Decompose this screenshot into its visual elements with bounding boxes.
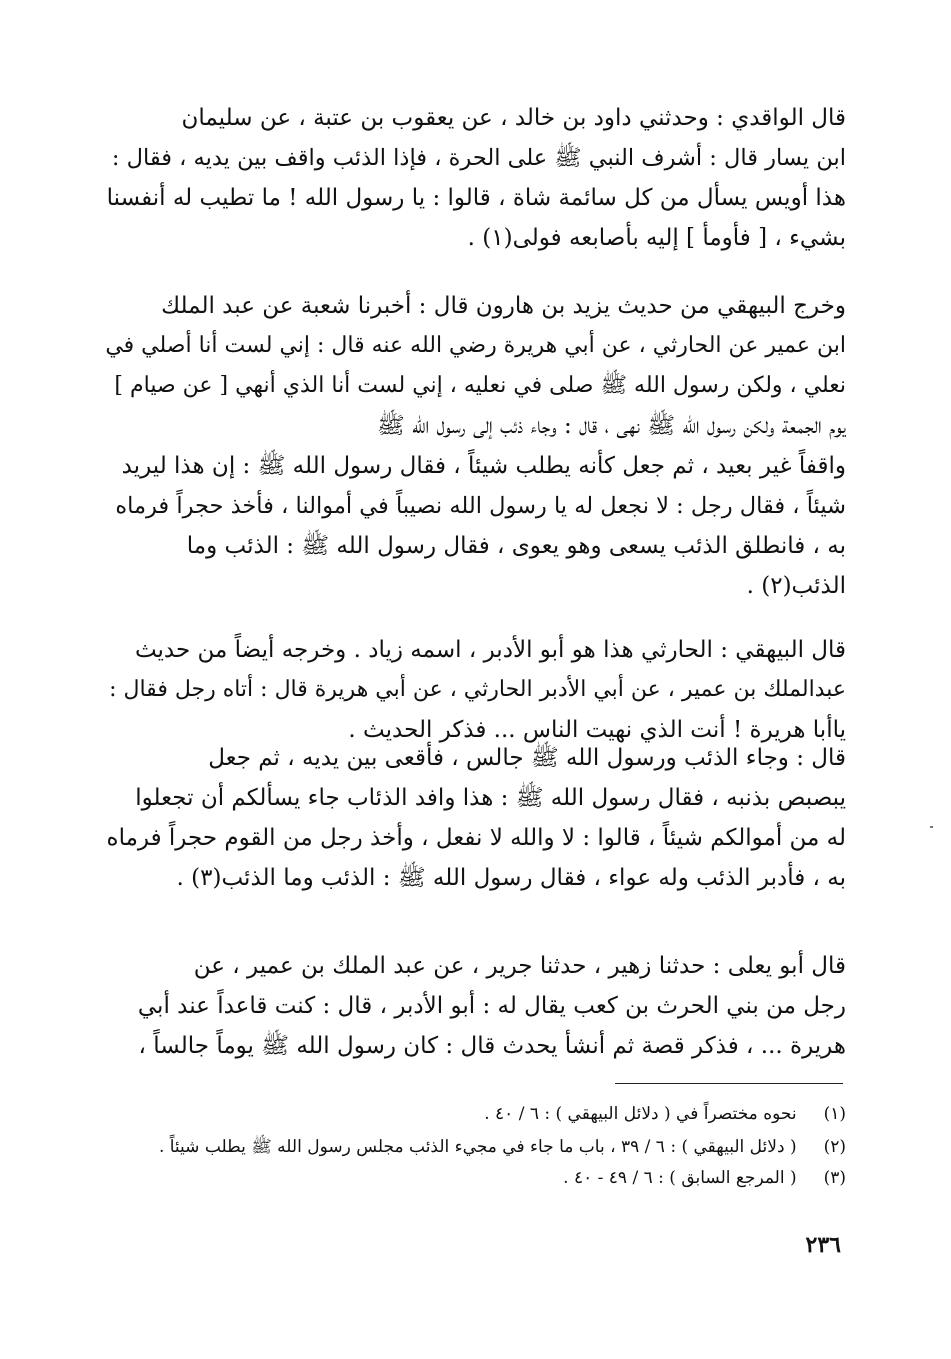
text-line: يوم الجمعة ولكن رسول الله ﷺ نهى ، قال : وجاء ذئب إلى رسول الله ﷺ (376, 413, 846, 439)
paragraph-1 (104, 98, 846, 258)
text-line: عبدالملك بن عمير ، عن أبي الأدبر الحارثي ، عن أبي هريرة قال : أتاه رجل فقال : (109, 677, 846, 702)
text-line: قال الواقدي : وحدثني داود بن خالد ، عن يعقوب بن عتبة ، عن سليمان (181, 105, 846, 131)
text-line: قال : وجاء الذئب ورسول الله ﷺ جالس ، فأقعى بين يديه ، ثم جعل (208, 745, 846, 771)
footnote-2 (104, 1135, 846, 1159)
text-line: رجل من بني الحرث بن كعب يقال له : أبو الأدبر ، قال : كنت قاعداً عند أبي (137, 993, 846, 1019)
text-line: به ، فأدبر الذئب وله عواء ، فقال رسول الله ﷺ : الذئب وما الذئب(٣) . (176, 865, 846, 891)
text-line: ياأبا هريرة ! أنت الذي نهيت الناس ... فذكر الحديث . (348, 717, 846, 743)
text-line: هريرة ... ، فذكر قصة ثم أنشأ يحدث قال : كان رسول الله ﷺ يوماً جالساً ، (138, 1033, 846, 1059)
page-number: ٢٣٦ (805, 1232, 841, 1258)
paragraph-4 (104, 738, 846, 898)
text-line: وخرج البيهقي من حديث يزيد بن هارون قال : أخبرنا شعبة عن عبد الملك (161, 293, 846, 319)
footnote-text: ( المرجع السابق ) : ٦ / ٤٩ - ٤٠ . (563, 1168, 797, 1188)
text-line: ابن يسار قال : أشرف النبي ﷺ على الحرة ، فإذا الذئب واقف بين يديه ، فقال : (111, 145, 846, 171)
paragraph-5 (104, 946, 846, 1066)
footnote-number: (١) (823, 1104, 846, 1124)
footnote-divider (615, 1083, 843, 1084)
footnote-text: ( دلائل البيهقي ) : ٦ / ٣٩ ، باب ما جاء في مجيء الذئب مجلس رسول الله ﷺ يطلب شيئاً . (158, 1137, 797, 1157)
text-line: شيئاً ، فقال رجل : لا نجعل له يا رسول الله نصيباً في أموالنا ، فأخذ حجراً فرماه (115, 493, 846, 519)
text-line: قال البيهقي : الحارثي هذا هو أبو الأدبر ، اسمه زياد . وخرجه أيضاً من حديث (134, 637, 846, 663)
text-line: ابن عمير عن الحارثي ، عن أبي هريرة رضي الله عنه قال : إني لست أنا أصلي في (105, 333, 846, 358)
footnote-1 (104, 1102, 846, 1126)
scan-speck (930, 826, 933, 828)
text-line: قال أبو يعلى : حدثنا زهير ، حدثنا جرير ، عن عبد الملك بن عمير ، عن (193, 953, 846, 979)
text-line: له من أموالكم شيئاً ، قالوا : لا والله لا نفعل ، وأخذ رجل من القوم حجراً فرماه (106, 825, 846, 851)
text-line: الذئب(٢) . (746, 573, 846, 599)
footnote-number: (٢) (823, 1137, 846, 1157)
footnote-text: نحوه مختصراً في ( دلائل البيهقي ) : ٦ / ٤٠ . (484, 1104, 797, 1124)
text-line: به ، فانطلق الذئب يسعى وهو يعوى ، فقال رسول الله ﷺ : الذئب وما (186, 533, 846, 559)
paragraph-3 (104, 630, 846, 750)
footnote-3 (104, 1166, 846, 1190)
text-line: نعلي ، ولكن رسول الله ﷺ صلى في نعليه ، إني لست أنا الذي أنهي [ عن صيام ] (114, 373, 846, 398)
footnote-number: (٣) (823, 1168, 846, 1188)
text-line: يبصبص بذنبه ، فقال رسول الله ﷺ : هذا وافد الذئاب جاء يسألكم أن تجعلوا (135, 785, 846, 811)
text-line: هذا أويس يسأل من كل سائمة شاة ، قالوا : يا رسول الله ! ما تطيب له أنفسنا (106, 185, 846, 211)
text-line: بشيء ، [ فأومأ ] إليه بأصابعه فولى(١) . (467, 225, 846, 251)
paragraph-2 (104, 286, 846, 606)
text-line: واقفاً غير بعيد ، ثم جعل كأنه يطلب شيئاً ، فقال رسول الله ﷺ : إن هذا ليريد (121, 453, 846, 479)
